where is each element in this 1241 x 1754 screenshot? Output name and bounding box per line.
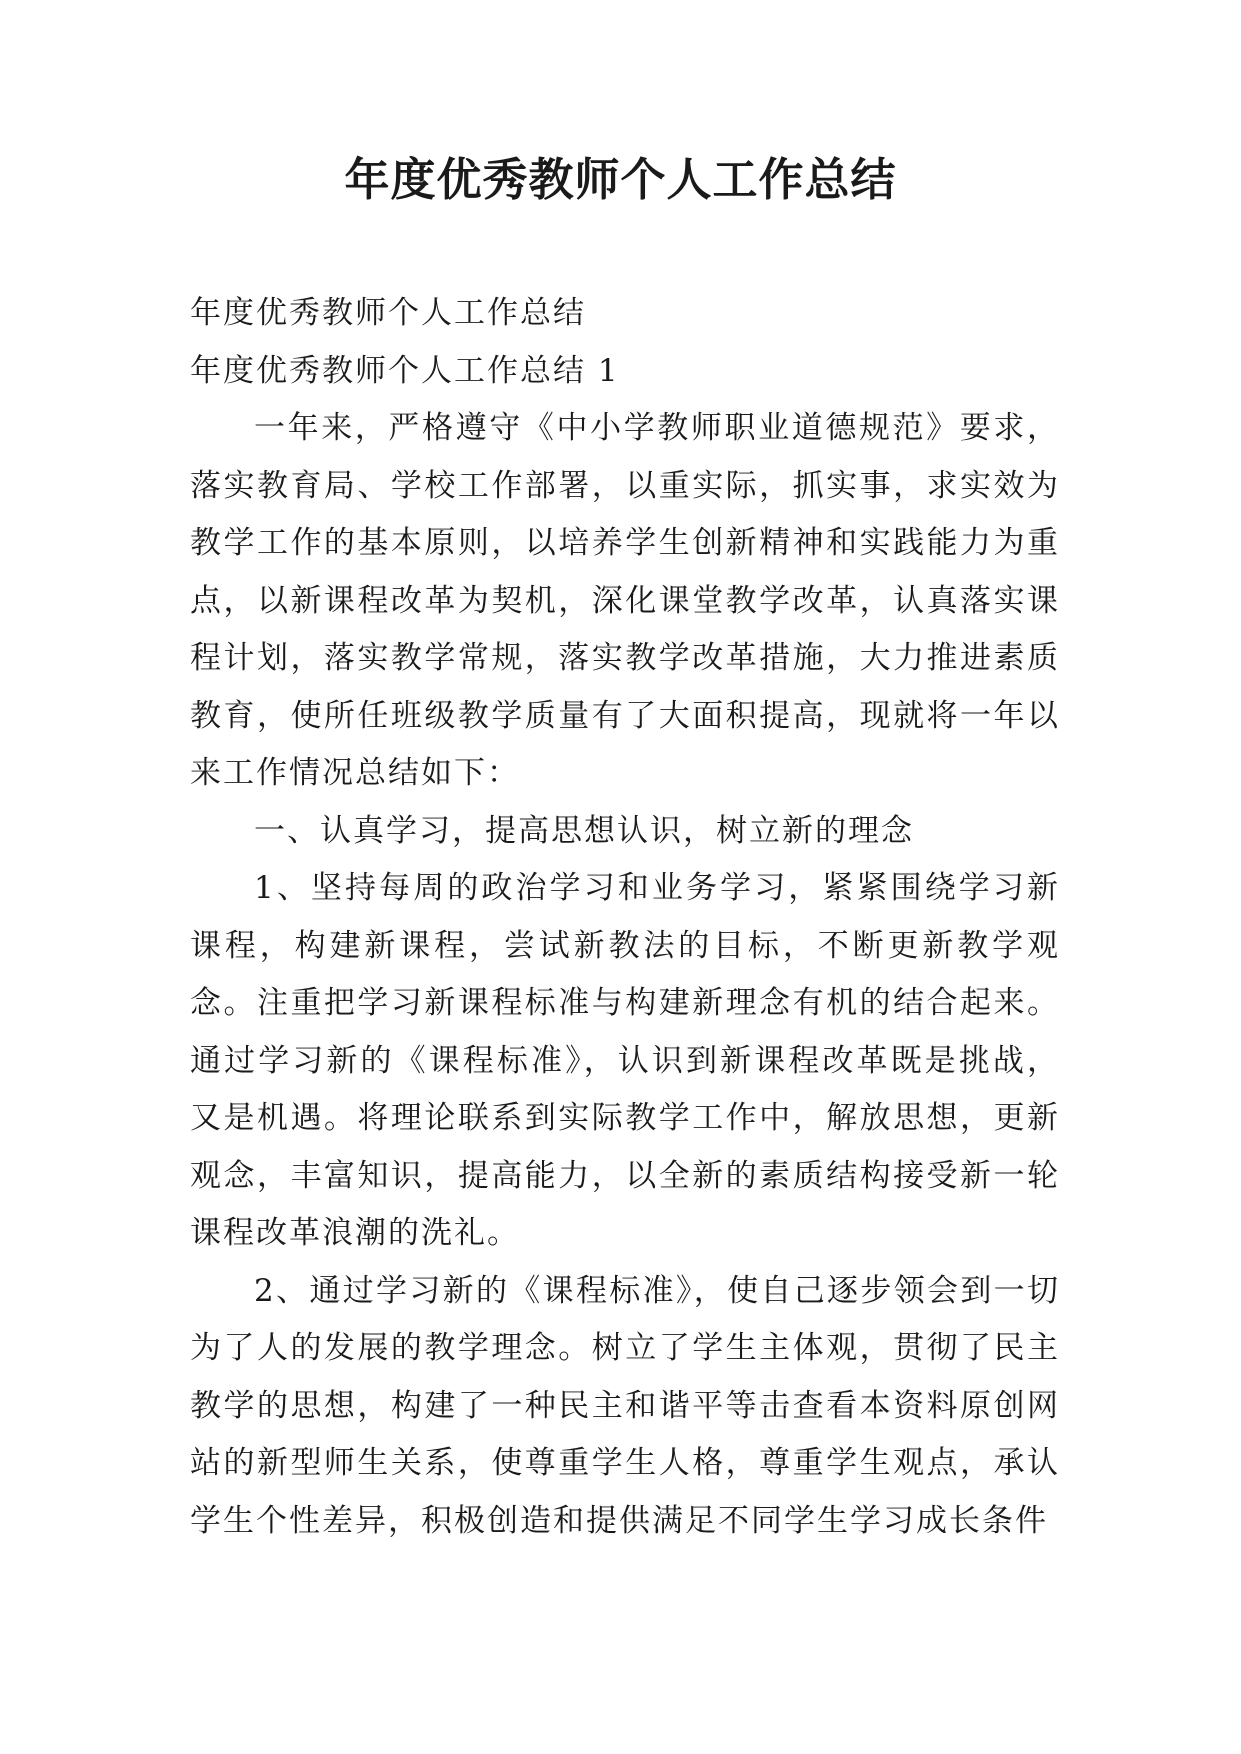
paragraph-item-one: 1、坚持每周的政治学习和业务学习，紧紧围绕学习新课程，构建新课程，尝试新教法的目标，不断更新教学观念。注重把学习新课程标准与构建新理念有机的结合起来。通过学习新的《课程标准》，认识到新课程改革既是挑战，又是机遇。将理论联系到实际教学工作中，解放思想，更新观念，丰富知识，提高能力，以全新的素质结构接受新一轮课程改革浪潮的洗礼。 [190,870,1060,1251]
paragraph-subtitle: 年度优秀教师个人工作总结 [190,295,586,331]
paragraph-item-two: 2、通过学习新的《课程标准》，使自己逐步领会到一切为了人的发展的教学理念。树立了学生主体观，贯彻了民主教学的思想，构建了一种民主和谐平等击查看本资料原创网站的新型师生关系，使尊重学生人格，尊重学生观点，承认学生个性差异，积极创造和提供满足不同学生学习成长条件 [190,1272,1060,1539]
paragraph-section-heading: 年度优秀教师个人工作总结 1 [190,352,620,389]
document-body [190,285,1060,1550]
paragraph-intro: 一年来，严格遵守《中小学教师职业道德规范》要求，落实教育局、学校工作部署，以重实际，抓实事，求实效为教学工作的基本原则，以培养学生创新精神和实践能力为重点，以新课程改革为契机，深化课堂教学改革，认真落实课程计划，落实教学常规，落实教学改革措施，大力推进素质教育，使所任班级教学质量有了大面积提高，现就将一年以来工作情况总结如下： [190,410,1060,791]
paragraph-heading-one: 一、认真学习，提高思想认识，树立新的理念 [254,812,914,849]
document-title: 年度优秀教师个人工作总结 [344,153,897,206]
